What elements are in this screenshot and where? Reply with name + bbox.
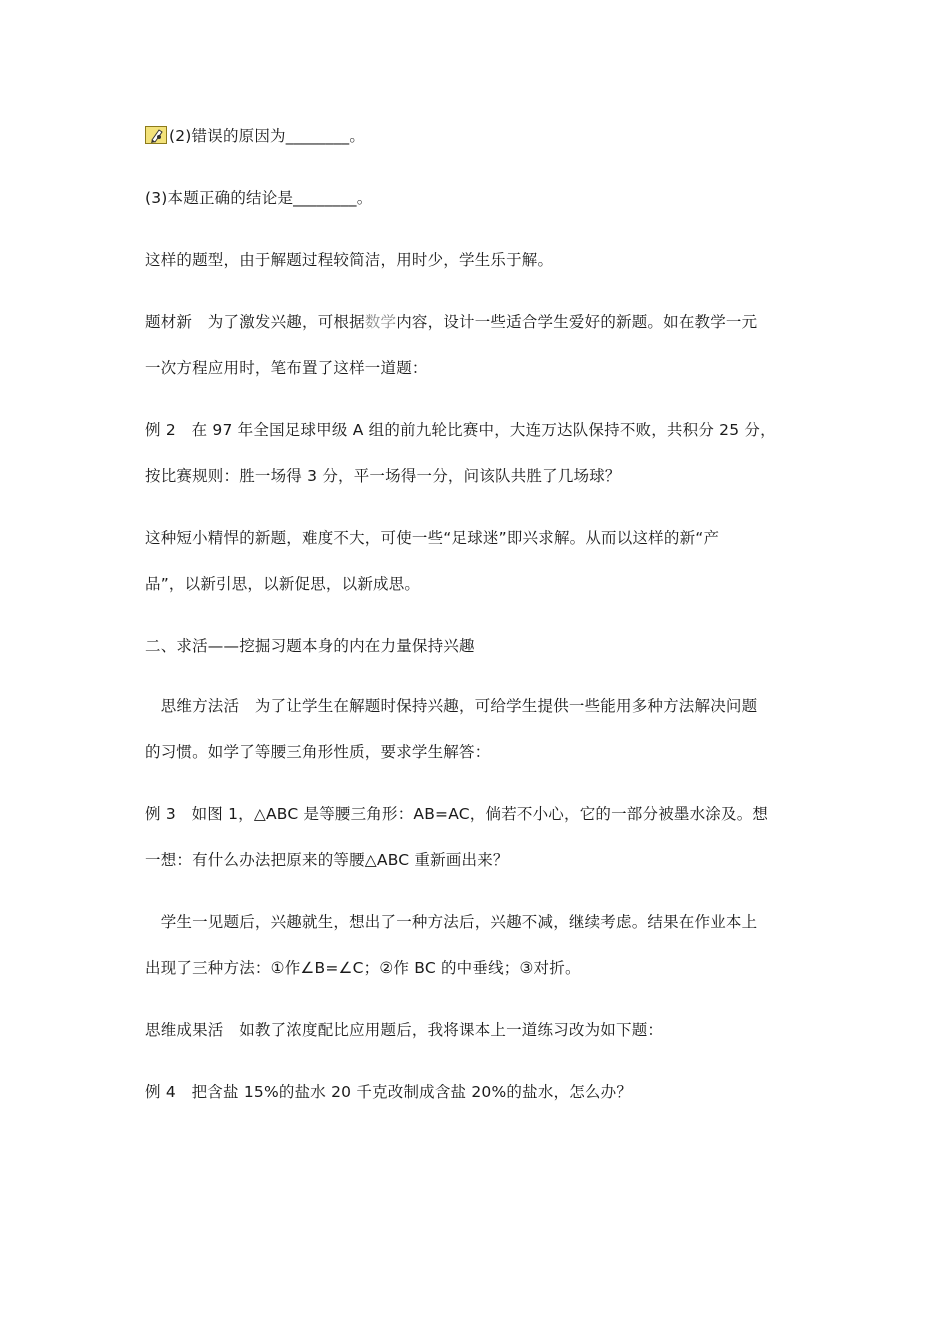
line-new-topic-part2: 内容，设计一些适合学生爱好的新题。如在教学一元 <box>396 313 758 331</box>
line-equation-application: 一次方程应用时，笔布置了这样一道题： <box>145 359 428 377</box>
paragraph-student-line-2: 出现了三种方法：①作∠B=∠C；②作 BC 的中垂线；③对折。 <box>145 959 581 977</box>
paragraph-football-line-2: 品”，以新引思，以新促思，以新成思。 <box>145 575 421 593</box>
line-new-topic-part1: 题材新 为了激发兴趣，可根据 <box>145 313 365 331</box>
example-3-line-2: 一想：有什么办法把原来的等腰△ABC 重新画出来？ <box>145 851 509 869</box>
paragraph-thinking-result: 思维成果活 如教了浓度配比应用题后，我将课本上一道练习改为如下题： <box>145 1021 664 1039</box>
line-correct-conclusion: (3)本题正确的结论是________。 <box>145 189 373 207</box>
paragraph-football-line-1: 这种短小精悍的新题，难度不大，可使一些“足球迷”即兴求解。从而以这样的新“产 <box>145 529 720 547</box>
line-error-reason-text: (2)错误的原因为________。 <box>169 127 366 145</box>
paragraph-student-line-1: 学生一见题后，兴趣就生，想出了一种方法后，兴趣不减，继续考虑。结果在作业本上 <box>145 913 758 931</box>
section-heading-2: 二、求活——挖掘习题本身的内在力量保持兴趣 <box>145 637 475 655</box>
line-new-topic <box>145 312 757 332</box>
pencil-note-icon <box>145 126 167 144</box>
paragraph-thinking-method-line-2: 的习惯。如学了等腰三角形性质，要求学生解答： <box>145 743 491 761</box>
line-question-type: 这样的题型，由于解题过程较简洁，用时少，学生乐于解。 <box>145 251 554 269</box>
example-2-line-1: 例 2 在 97 年全国足球甲级 A 组的前九轮比赛中，大连万达队保持不败，共积分 25 分， <box>145 421 776 439</box>
line-error-reason <box>145 126 365 146</box>
example-3-line-1: 例 3 如图 1，△ABC 是等腰三角形：AB=AC，倘若不小心，它的一部分被墨水涂及。想 <box>145 805 769 823</box>
paragraph-thinking-method-line-1: 思维方法活 为了让学生在解题时保持兴趣，可给学生提供一些能用多种方法解决问题 <box>145 697 758 715</box>
math-link[interactable]: 数学 <box>364 313 397 331</box>
example-4-line: 例 4 把含盐 15%的盐水 20 千克改制成含盐 20%的盐水，怎么办？ <box>145 1083 633 1101</box>
example-2-line-2: 按比赛规则：胜一场得 3 分，平一场得一分，问该队共胜了几场球？ <box>145 467 621 485</box>
